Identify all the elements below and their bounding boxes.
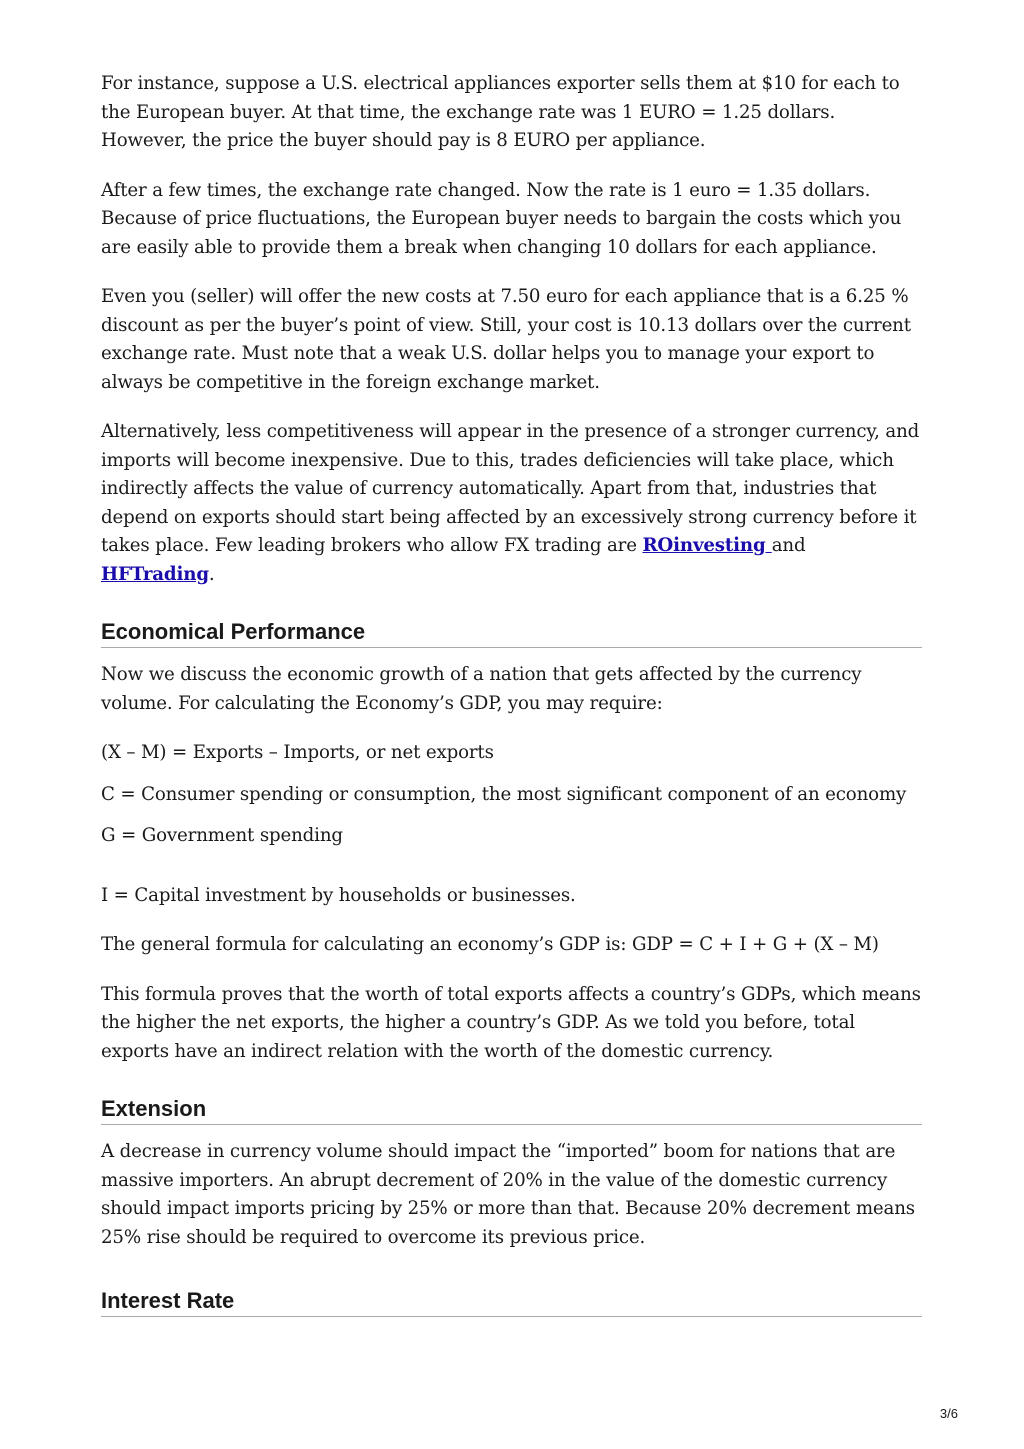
- hftrading-link[interactable]: HFTrading: [101, 563, 209, 585]
- paragraph-net-exports: (X – M) = Exports – Imports, or net exports: [101, 742, 494, 763]
- heading-economical-performance: Economical Performance: [101, 619, 922, 648]
- paragraph-seller-offer: Even you (seller) will offer the new costs at 7.50 euro for each appliance that is a 6.25 % discount as per the buyer’s point of view. Still, your cost is 10.13 dollars over the current exchange rate. Must note that a weak U.S. dollar helps you to manage your export to always be competitive in the foreign exchange market.: [101, 286, 911, 393]
- paragraph-investment: I = Capital investment by households or businesses.: [101, 884, 576, 906]
- paragraph-exporter-example: For instance, suppose a U.S. electrical appliances exporter sells them at $10 for each to the European buyer. At that time, the exchange rate was 1 EURO = 1.25 dollars. However, the price the buyer should pay is 8 EURO per appliance.: [101, 73, 900, 151]
- paragraph-gdp-formula: The general formula for calculating an economy’s GDP is: GDP = C + I + G + (X – M): [101, 934, 879, 955]
- roinvesting-link[interactable]: ROinvesting: [642, 535, 772, 556]
- paragraph-economic-growth: Now we discuss the economic growth of a nation that gets affected by the currency volume. For calculating the Economy’s GDP, you may require:: [101, 664, 862, 714]
- heading-interest-rate: Interest Rate: [101, 1288, 922, 1317]
- paragraph-consumption: C = Consumer spending or consumption, the most significant component of an economy: [101, 783, 907, 805]
- page-number: 3/6: [939, 1406, 958, 1421]
- paragraph-government: G = Government spending: [101, 825, 343, 846]
- paragraph-strong-currency: [101, 418, 922, 589]
- paragraph-period: .: [208, 563, 215, 585]
- paragraph-formula-conclusion: This formula proves that the worth of total exports affects a country’s GDPs, which means the higher the net exports, the higher a country’s GDP. As we told you before, total exports have an indirect relation with the worth of the domestic currency.: [101, 983, 921, 1062]
- heading-extension: Extension: [101, 1096, 922, 1125]
- paragraph-extension: A decrease in currency volume should impact the “imported” boom for nations that are massive importers. An abrupt decrement of 20% in the value of the domestic currency should impact imports pricing by 25% or more than that. Because 20% decrement means 25% rise should be required to overcome its previous price.: [101, 1141, 915, 1248]
- paragraph-and-text: and: [771, 535, 806, 556]
- paragraph-rate-change: After a few times, the exchange rate changed. Now the rate is 1 euro = 1.35 dollars. Because of price fluctuations, the European buyer needs to bargain the costs which you are easily able to provide them a break when changing 10 dollars for each appliance.: [101, 179, 902, 258]
- document-page: [101, 70, 922, 1317]
- paragraph-strong-currency-text: Alternatively, less competitiveness will appear in the presence of a stronger currency, and imports will become inexpensive. Due to this, trades deficiencies will take place, which indirectly affects the value of currency automatically. Apart from that, industries that depend on exports should start being affected by an excessively strong currency before it takes place. Few leading brokers who allow FX trading are: [101, 421, 920, 556]
